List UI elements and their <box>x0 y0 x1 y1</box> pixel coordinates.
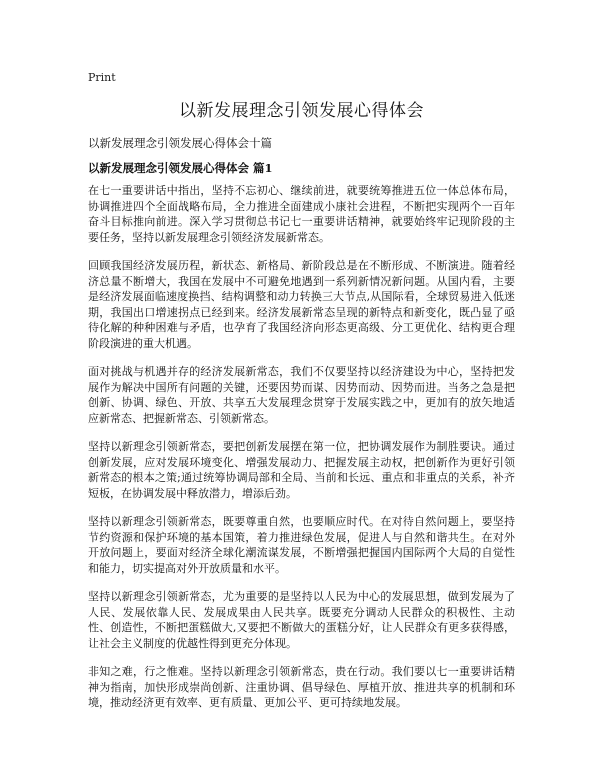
document-title: 以新发展理念引领发展心得体会 <box>179 101 424 121</box>
document-body <box>88 183 515 724</box>
paragraph: 在七一重要讲话中指出，坚持不忘初心、继续前进，就要统筹推进五位一体总体布局，协调推进四个全面战略布局，全力推进全面建成小康社会进程，不断把实现两个一百年奋斗目标推向前进。深入学习贯彻总书记七一重要讲话精神，就要始终牢记现阶段的主要任务，坚持以新发展理念引领经济发展新常态。 <box>88 184 515 244</box>
paragraph: 非知之难，行之惟难。坚持以新理念引领新常态，贵在行动。我们要以七一重要讲话精神为指南，加快形成崇尚创新、注重协调、倡导绿色、厚植开放、推进共享的机制和环境，推动经济更有效率、更有质量、更加公平、更可持续地发展。 <box>88 665 515 709</box>
paragraph: 坚持以新理念引领新常态，尤为重要的是坚持以人民为中心的发展思想，做到发展为了人民、发展依靠人民、发展成果由人民共享。既要充分调动人民群众的积极性、主动性、创造性，不断把蛋糕做大,又要把不断做大的蛋糕分好，让人民群众有更多获得感，让社会主义制度的优越性得到更充分体现。 <box>88 590 515 650</box>
section-heading: 以新发展理念引领发展心得体会 篇1 <box>88 161 273 175</box>
paragraph: 回顾我国经济发展历程，新状态、新格局、新阶段总是在不断形成、不断演进。随着经济总量不断增大，我国在发展中不可避免地遇到一系列新情况新问题。从国内看，主要是经济发展面临速度换挡、结构调整和动力转换三大节点,从国际看，全球贸易进入低迷期，我国出口增速拐点已经到来。经济发展新常态呈现的新特点和新变化，既凸显了亟待化解的种种困难与矛盾，也孕育了我国经济向形态更高级、分工更优化、结构更合理阶段演进的重大机遇。 <box>88 259 515 350</box>
print-link[interactable]: Print <box>88 71 116 84</box>
document-subtitle: 以新发展理念引领发展心得体会十篇 <box>88 136 272 150</box>
paragraph: 面对挑战与机遇并存的经济发展新常态，我们不仅要坚持以经济建设为中心，坚持把发展作为解决中国所有问题的关键，还要因势而谋、因势而动、因势而进。当务之急是把创新、协调、绿色、开放、共享五大发展理念贯穿于发展实践之中，更加有的放矢地适应新常态、把握新常态、引领新常态。 <box>88 365 515 425</box>
paragraph: 坚持以新理念引领新常态，要把创新发展摆在第一位，把协调发展作为制胜要诀。通过创新发展，应对发展环境变化、增强发展动力、把握发展主动权，把创新作为更好引领新常态的根本之策;通过统筹协调局部和全局、当前和长远、重点和非重点的关系，补齐短板，在协调发展中释放潜力，增添后劲。 <box>88 440 515 500</box>
paragraph: 坚持以新理念引领新常态，既要尊重自然，也要顺应时代。在对待自然问题上，要坚持节约资源和保护环境的基本国策，着力推进绿色发展，促进人与自然和谐共生。在对外开放问题上，要面对经济全球化潮流谋发展，不断增强把握国内国际两个大局的自觉性和能力，切实提高对外开放质量和水平。 <box>88 515 515 575</box>
